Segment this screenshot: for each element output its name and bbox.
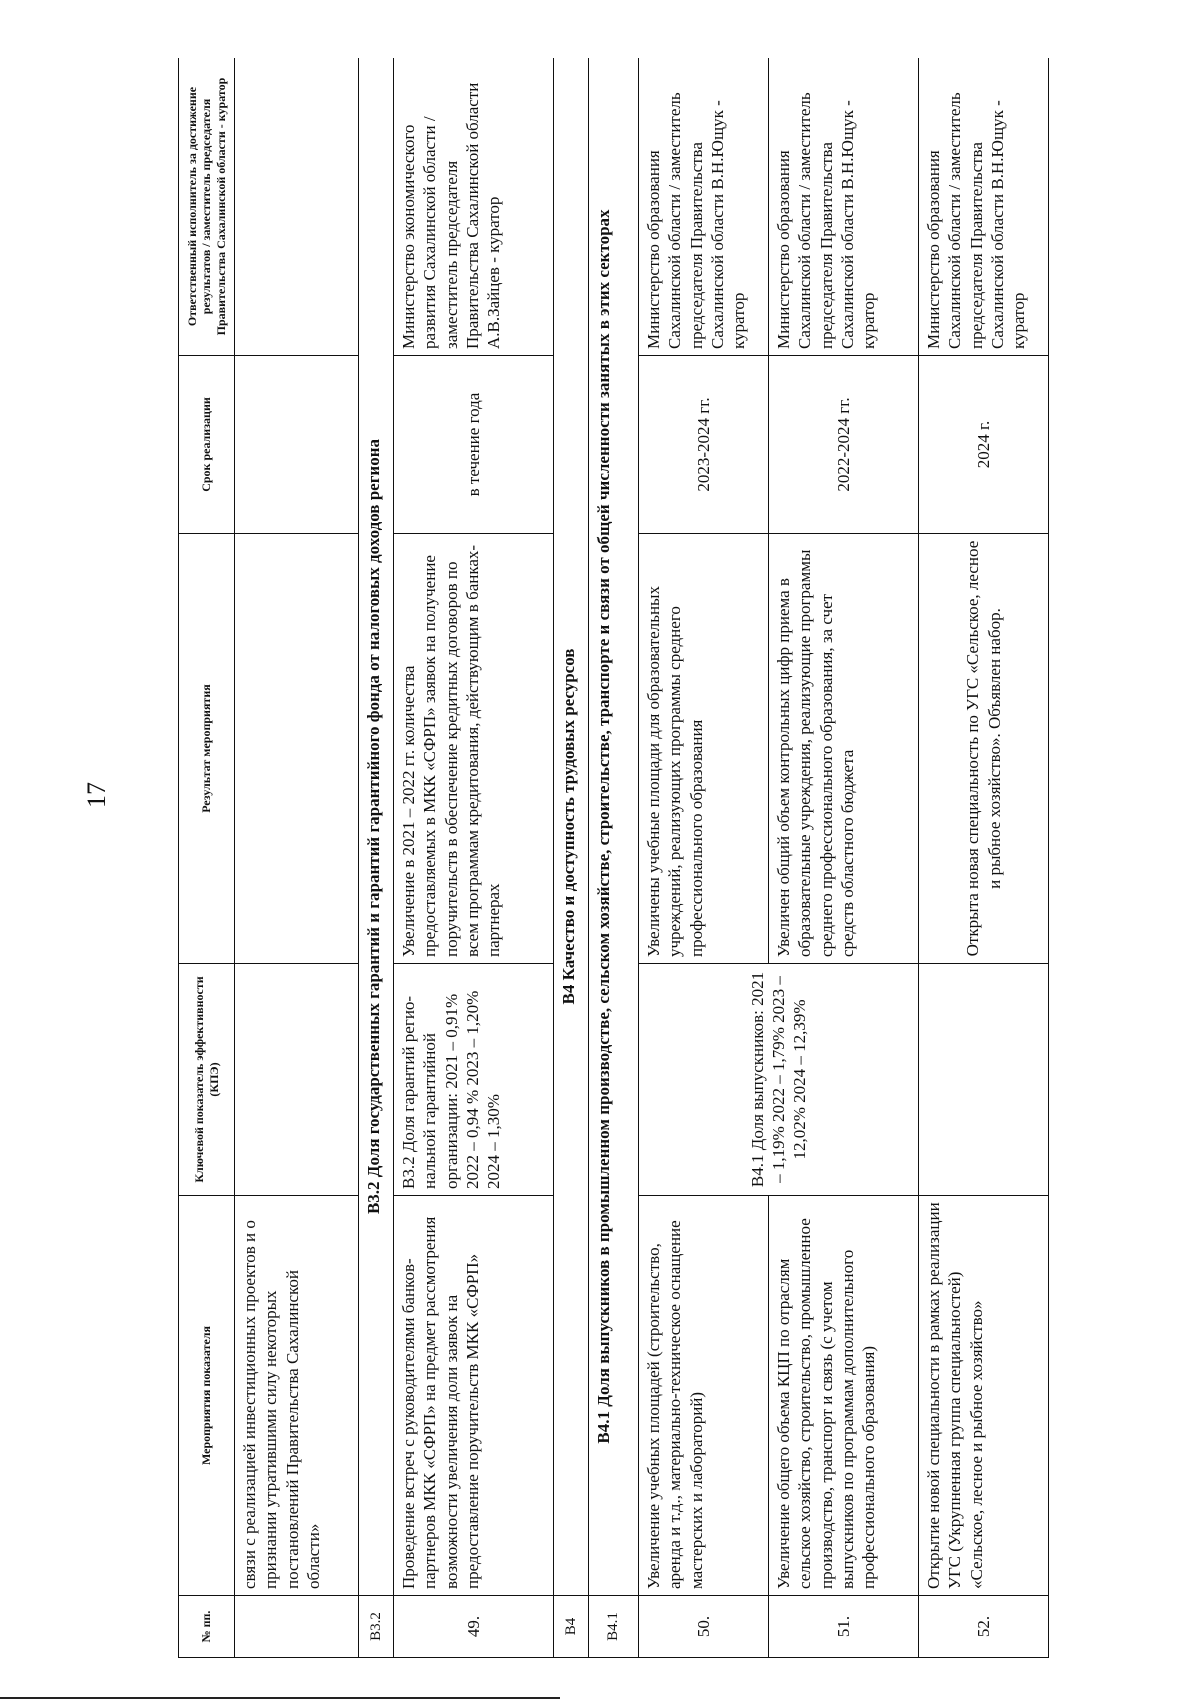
table-row xyxy=(235,58,359,1658)
section-title: В4.1 Доля выпускников в промышленном производстве, сельском хозяйстве, строительстве, транспорте и связи от общей численности занятых в этих секторах xyxy=(589,58,639,1596)
section-code: В3.2 xyxy=(359,1596,394,1658)
row-action: Проведение встреч с руководителями банков-партнеров МКК «СФРП» на предмет рассмотрения возможности увеличения доли заявок на предоставление поручительств МКК «СФРП» xyxy=(394,1196,554,1596)
row-term: в течение года xyxy=(394,356,554,534)
section-code: В4.1 xyxy=(589,1596,639,1658)
row-responsible: Министерство образования Сахалинской области / заместитель председателя Правительства Сахалинской области В.Н.Ющук - куратор xyxy=(639,58,769,356)
section-title: В3.2 Доля государственных гарантий и гарантий гарантийного фонда от налоговых доходов региона xyxy=(359,58,394,1596)
header-result: Результат мероприятия xyxy=(179,534,235,964)
row-responsible: Министерство образования Сахалинской области / заместитель председателя Правительства Сахалинской области В.Н.Ющук - куратор xyxy=(769,58,919,356)
header-responsible: Ответственный исполнитель за достижение результатов / заместитель председателя Правительства Сахалинской области - куратор xyxy=(179,58,235,356)
table-container xyxy=(178,58,1178,1658)
row-number: 50. xyxy=(639,1596,769,1658)
row-number: 52. xyxy=(919,1596,1049,1658)
section-row xyxy=(359,58,394,1658)
table-row xyxy=(394,58,554,1658)
section-title: В4 Качество и доступность трудовых ресурсов xyxy=(554,58,589,1596)
row-term: 2023-2024 гг. xyxy=(639,356,769,534)
table-row xyxy=(639,58,769,1658)
row-number: 49. xyxy=(394,1596,554,1658)
row-kpi: В4.1 Доля выпускников: 2021 – 1,19% 2022 – 1,79% 2023 – 12,02% 2024 – 12,39% xyxy=(639,964,919,1196)
row-result: Увеличены учебные площади для образовательных учреждений, реализующих программы среднего профессионального образования xyxy=(639,534,769,964)
row-term: 2024 г. xyxy=(919,356,1049,534)
row-action: Увеличение учебных площадей (строительство, аренда и т.д., материально-техническое оснащение мастерских и лабораторий) xyxy=(639,1196,769,1596)
row-responsible: Министерство экономического развития Сахалинской области / заместитель председателя Правительства Сахалинской области А.В.Зайцев - куратор xyxy=(394,58,554,356)
section-row xyxy=(589,58,639,1658)
section-code: В4 xyxy=(554,1596,589,1658)
header-kpi: Ключевой показатель эффективности (КПЭ) xyxy=(179,964,235,1196)
row-action: Открытие новой специальности в рамках реализации УГС (Укрупненная группа специальностей) «Сельское, лесное и рыбное хозяйство» xyxy=(919,1196,1049,1596)
row-kpi: В3.2 Доля гарантий регио-нальной гарантийной организации: 2021 – 0,91% 2022 – 0,94 % 2023 – 1,20% 2024 – 1,30% xyxy=(394,964,554,1196)
row-action: Увеличение общего объема КЦП по отраслям сельское хозяйство, строительство, промышленное производство, транспорт и связь (с учетом выпускников по программам дополнительного профессионального образования) xyxy=(769,1196,919,1596)
row-result: Увеличение в 2021 – 2022 гг. количества предоставляемых в МКК «СФРП» заявок на получение поручительств в обеспечение кредитных договоров по всем программам кредитования, действующим в банках-партнерах xyxy=(394,534,554,964)
table-row xyxy=(919,58,1049,1658)
row-term: 2022-2024 гг. xyxy=(769,356,919,534)
footer-rule xyxy=(0,1697,560,1699)
header-action: Мероприятия показателя xyxy=(179,1196,235,1596)
row-number: 51. xyxy=(769,1596,919,1658)
continuation-action: связи с реализацией инвестиционных проектов и о признании утратившими силу некоторых постановлений Правительства Сахалинской области» xyxy=(235,1196,359,1596)
row-result: Открыта новая специальность по УГС «Сельское, лесное и рыбное хозяйство». Объявлен набор. xyxy=(919,534,1049,964)
table-row xyxy=(769,58,919,1658)
measures-table xyxy=(178,58,1049,1658)
page-number: 17 xyxy=(82,782,111,808)
row-result: Увеличен общий объем контрольных цифр приема в образовательные учреждения, реализующие программы среднего профессионального образования, за счет средств областного бюджета xyxy=(769,534,919,964)
section-row xyxy=(554,58,589,1658)
header-term: Срок реализации xyxy=(179,356,235,534)
row-responsible: Министерство образования Сахалинской области / заместитель председателя Правительства Сахалинской области В.Н.Ющук - куратор xyxy=(919,58,1049,356)
header-num: № пп. xyxy=(179,1596,235,1658)
